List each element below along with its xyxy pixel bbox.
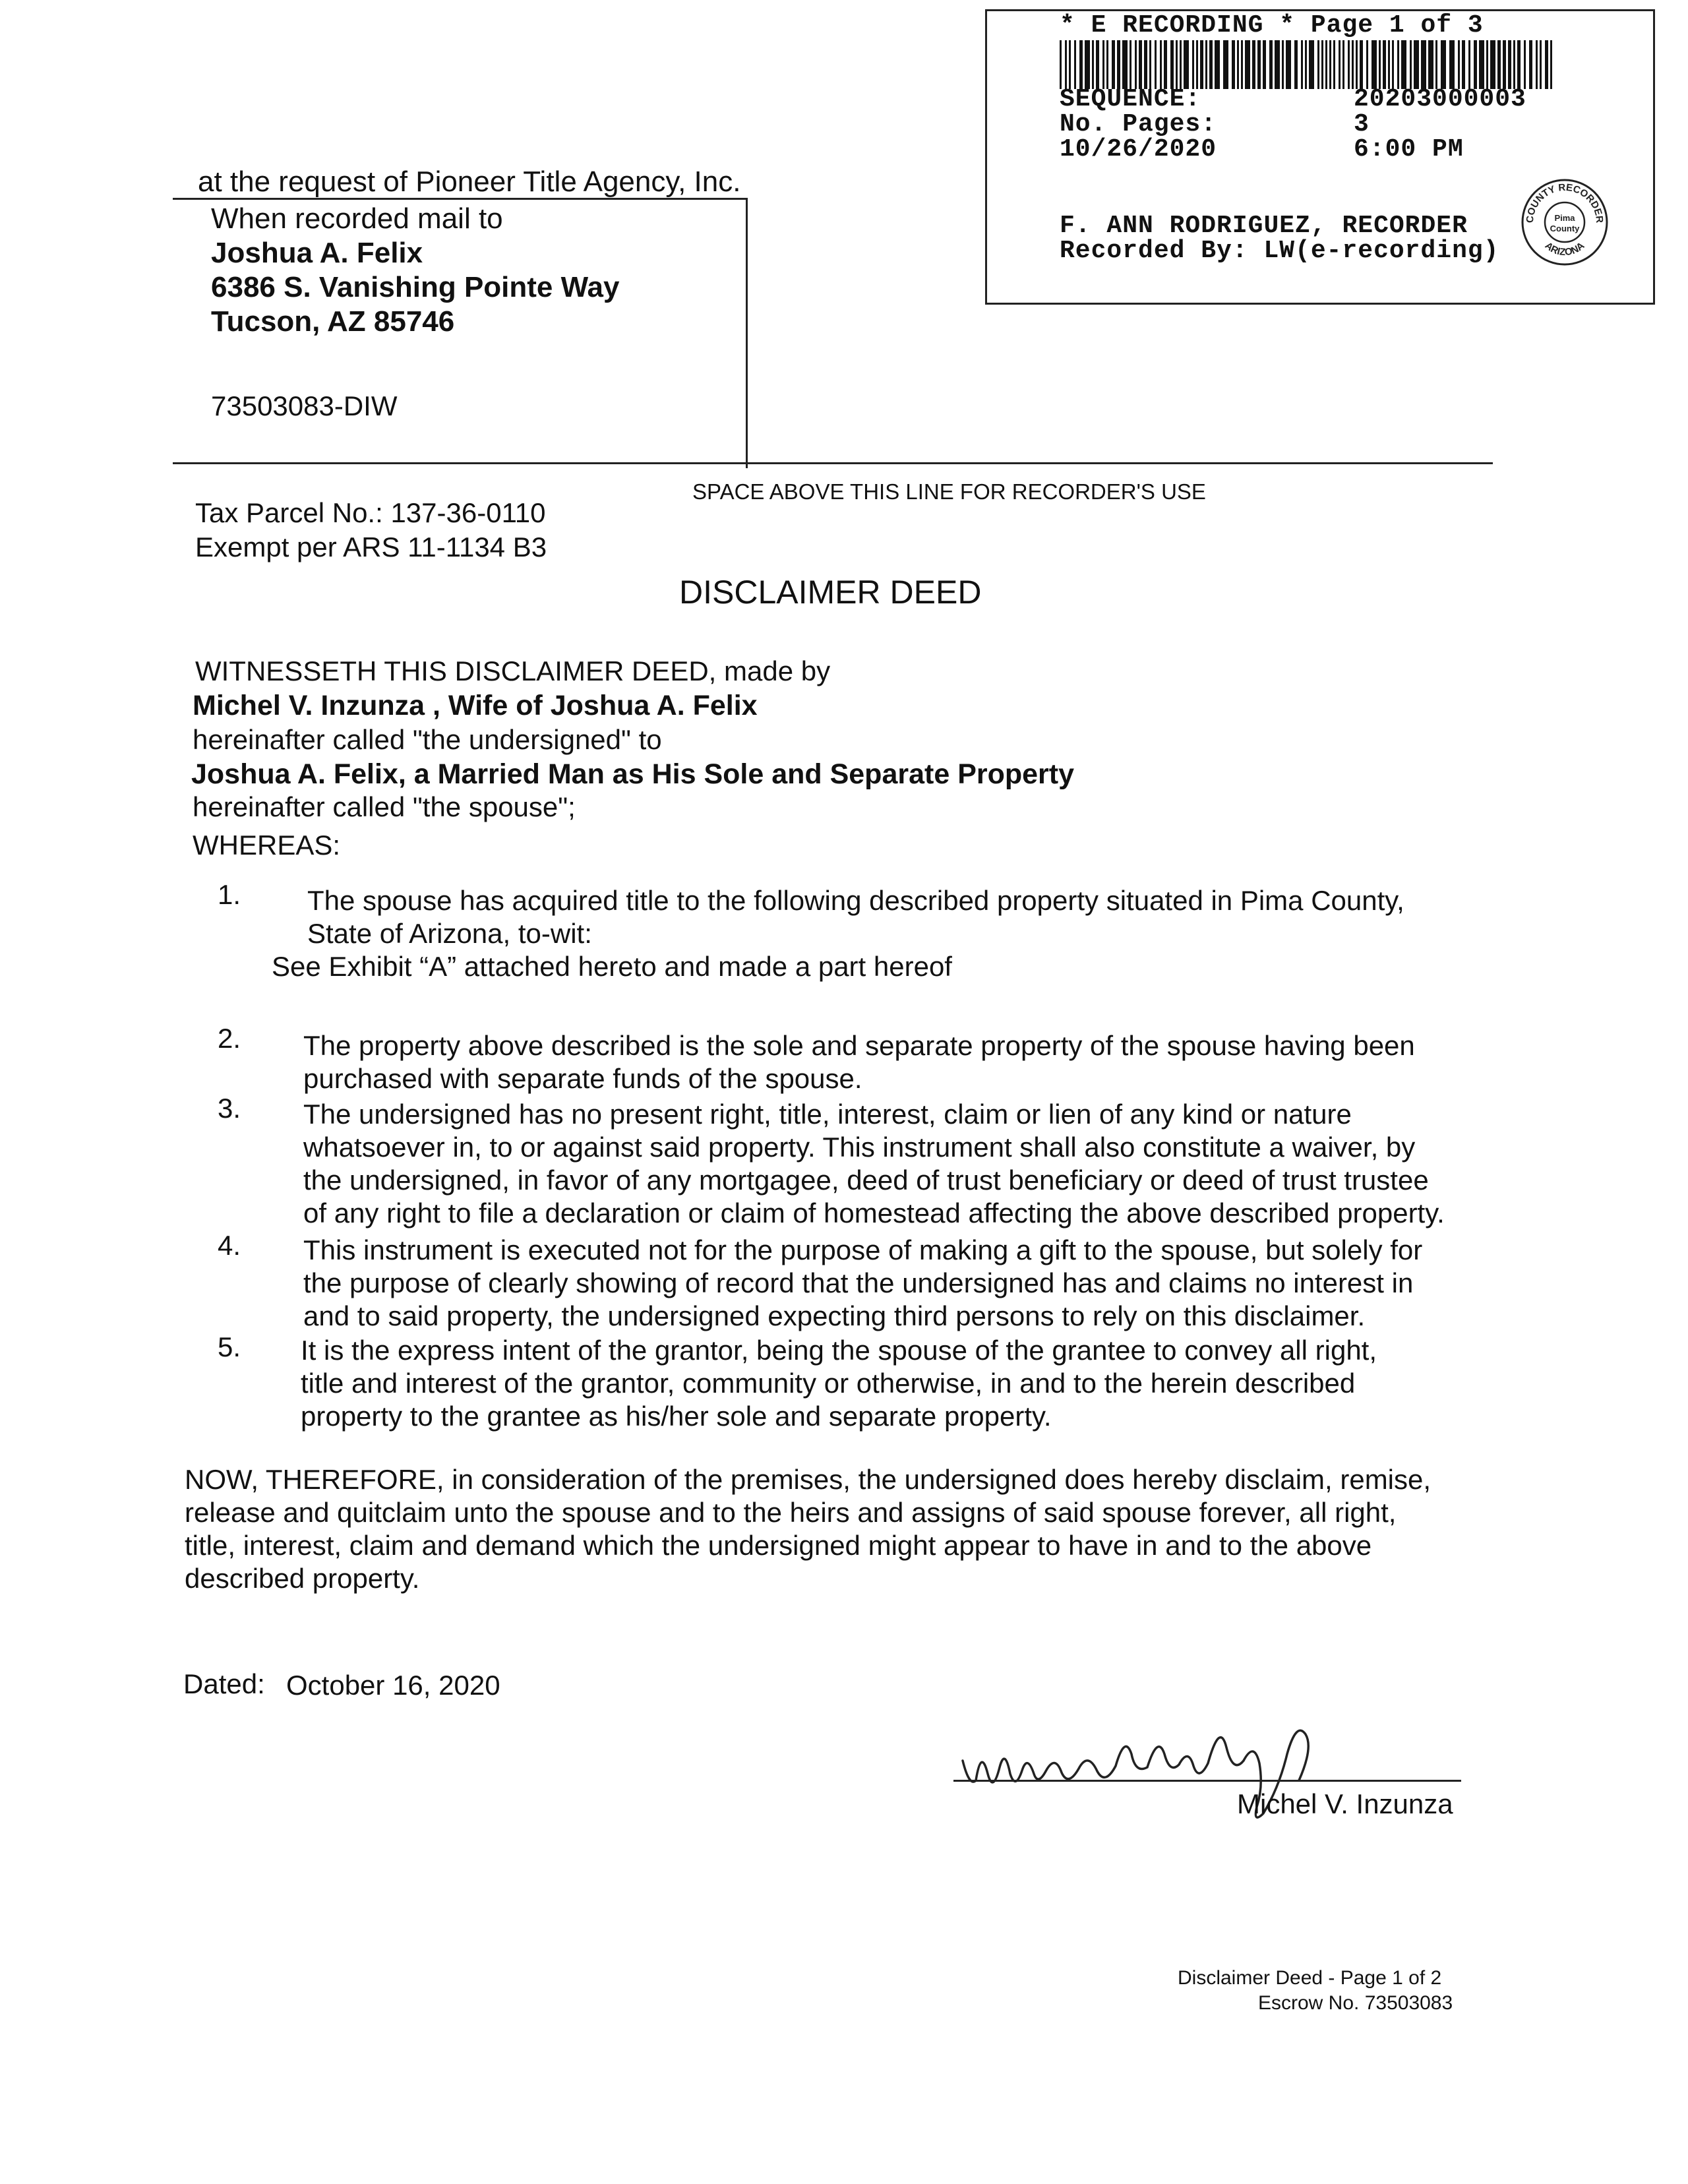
clause-3-line: whatsoever in, to or against said property. This instrument shall also constitute a waiver, by [303, 1132, 1416, 1163]
clause-3-line: the undersigned, in favor of any mortgagee, deed of trust beneficiary or deed of trust trustee [303, 1165, 1429, 1196]
therefore-line: NOW, THEREFORE, in consideration of the premises, the undersigned does hereby disclaim, remise, [185, 1464, 1432, 1495]
clause-4-number: 4. [218, 1230, 241, 1261]
pages-value: 3 [1354, 110, 1370, 138]
mail-name: Joshua A. Felix [211, 237, 423, 269]
signature-line [953, 1780, 1461, 1782]
clause-3-number: 3. [218, 1093, 241, 1124]
intro-line-5: hereinafter called "the spouse"; [193, 791, 576, 822]
document-title: DISCLAIMER DEED [679, 574, 982, 611]
therefore-line: title, interest, claim and demand which the undersigned might appear to have in and to the above [185, 1530, 1372, 1561]
sequence-value: 20203000003 [1354, 85, 1526, 113]
request-underline [173, 198, 748, 200]
clause-2-line: The property above described is the sole and separate property of the spouse having been [303, 1030, 1415, 1061]
dated-label: Dated: [183, 1668, 265, 1699]
footer-page: Disclaimer Deed - Page 1 of 2 [1178, 1967, 1442, 1989]
intro-line-3: hereinafter called "the undersigned" to [193, 724, 662, 755]
request-line: at the request of Pioneer Title Agency, Inc. [198, 166, 741, 198]
grantor: Michel V. Inzunza , Wife of Joshua A. Felix [193, 690, 758, 721]
exempt-note: Exempt per ARS 11-1134 B3 [195, 531, 547, 562]
clause-1-line: The spouse has acquired title to the following described property situated in Pima County, [307, 885, 1404, 916]
seal-bottom-text: ARIZONA [1542, 240, 1587, 258]
recording-time: 6:00 PM [1354, 135, 1464, 164]
clause-5-line: title and interest of the grantor, community or otherwise, in and to the herein described [301, 1368, 1356, 1399]
mail-label: When recorded mail to [211, 202, 503, 235]
clause-2-line: purchased with separate funds of the spouse. [303, 1063, 862, 1094]
therefore-line: described property. [185, 1563, 420, 1594]
pages-label: No. Pages: [1060, 110, 1217, 138]
intro-line-1: WITNESSETH THIS DISCLAIMER DEED, made by [195, 655, 831, 686]
clause-4-line: This instrument is executed not for the purpose of making a gift to the spouse, but solely for [303, 1234, 1423, 1265]
dated-value: October 16, 2020 [286, 1670, 500, 1701]
sequence-label: SEQUENCE: [1060, 85, 1201, 113]
clause-3-line: of any right to file a declaration or claim of homestead affecting the above described property. [303, 1198, 1445, 1228]
clause-5-line: property to the grantee as his/her sole and separate property. [301, 1401, 1052, 1432]
mail-box-right [746, 198, 748, 468]
recorder-space-note: SPACE ABOVE THIS LINE FOR RECORDER'S USE [692, 479, 1206, 504]
clause-1-exhibit: See Exhibit “A” attached hereto and made a part hereof [272, 951, 952, 982]
mail-ref: 73503083-DIW [211, 390, 398, 421]
county-seal [1519, 176, 1611, 268]
clause-4-line: and to said property, the undersigned expecting third persons to rely on this disclaimer. [303, 1300, 1366, 1331]
mail-street: 6386 S. Vanishing Pointe Way [211, 271, 620, 303]
clause-5-number: 5. [218, 1331, 241, 1362]
clause-3-line: The undersigned has no present right, title, interest, claim or lien of any kind or nature [303, 1099, 1352, 1130]
grantee: Joshua A. Felix, a Married Man as His Sole and Separate Property [191, 758, 1075, 790]
seal-top-text: COUNTY RECORDER [1524, 181, 1606, 224]
tax-parcel: Tax Parcel No.: 137-36-0110 [195, 497, 546, 528]
mail-city: Tucson, AZ 85746 [211, 305, 455, 338]
clause-2-number: 2. [218, 1023, 241, 1054]
recorder-name: F. ANN RODRIGUEZ, RECORDER [1060, 212, 1468, 240]
recording-stamp-box [985, 9, 1655, 305]
recording-header: * E RECORDING * Page 1 of 3 [1060, 11, 1484, 40]
seal-center-1: Pima [1554, 213, 1575, 223]
recorder-line [173, 462, 1493, 464]
seal-center-2: County [1550, 224, 1580, 233]
clause-4-line: the purpose of clearly showing of record that the undersigned has and claims no interest in [303, 1267, 1414, 1298]
therefore-line: release and quitclaim unto the spouse and to the heirs and assigns of said spouse forever, all right, [185, 1497, 1397, 1528]
signer-name: Michel V. Inzunza [1237, 1788, 1453, 1819]
footer-escrow: Escrow No. 73503083 [1258, 1992, 1453, 2014]
clause-1-line: State of Arizona, to-wit: [307, 918, 592, 949]
whereas: WHEREAS: [193, 830, 341, 861]
clause-5-line: It is the express intent of the grantor, being the spouse of the grantee to convey all right, [301, 1335, 1377, 1366]
recording-date: 10/26/2020 [1060, 135, 1217, 164]
recorded-by: Recorded By: LW(e-recording) [1060, 237, 1499, 265]
clause-1-number: 1. [218, 879, 241, 910]
